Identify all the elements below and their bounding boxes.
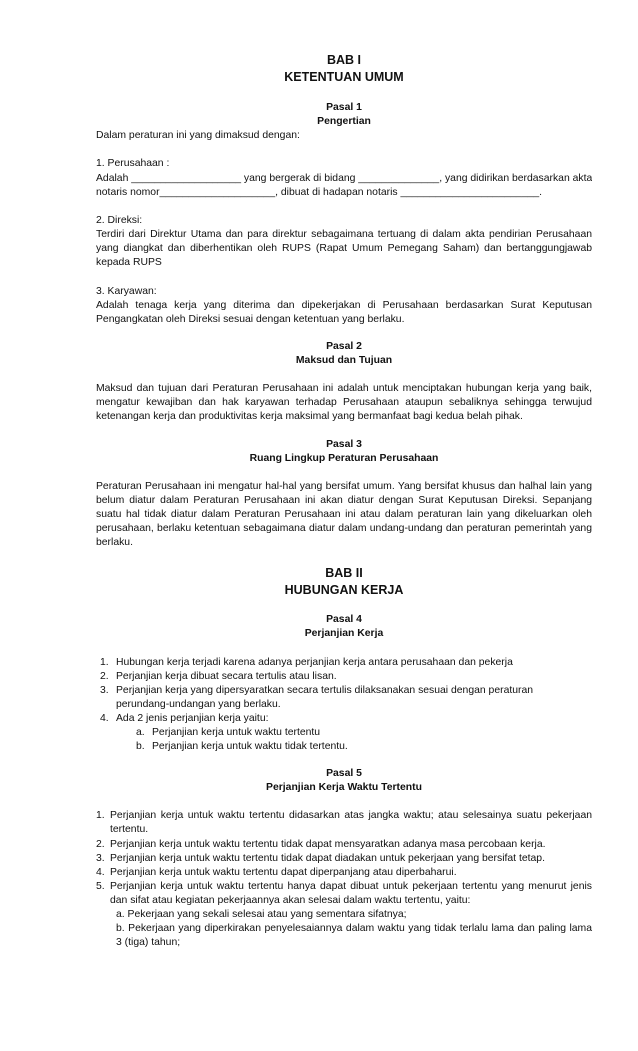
- article-subtitle: Perjanjian Kerja: [304, 628, 384, 639]
- paragraph: Dalam peraturan ini yang dimaksud dengan:: [96, 130, 300, 141]
- list-number: 4.: [100, 713, 109, 724]
- definition-heading: 2. Direksi:: [96, 215, 143, 226]
- list-text: Perjanjian kerja untuk waktu tertentu tidak dapat diadakan untuk pekerjaan yang bersifat tetap.: [110, 853, 545, 864]
- definition-text: Terdiri dari Direktur Utama dan para direktur sebagaimana tertuang di dalam akta pendirian Perusahaan yang diangkat dan diberhentikan oleh RUPS (Rapat Umum Pemegang Saham) dan bertanggungjawab kepada RUPS: [96, 229, 592, 268]
- article-subtitle: Ruang Lingkup Peraturan Perusahaan: [249, 453, 439, 464]
- article-title: Pasal 2: [326, 341, 362, 352]
- list-number: 1.: [96, 810, 105, 821]
- list-number: 3.: [100, 685, 109, 696]
- list-text: Perjanjian kerja untuk waktu tertentu hanya dapat dibuat untuk pekerjaan tertentu yang menurut jenis dan sifat atau kegiatan pekerjaannya akan selesai dalam waktu tertentu, yaitu:: [110, 881, 592, 906]
- article-subtitle: Perjanjian Kerja Waktu Tertentu: [266, 782, 422, 793]
- article-title: Pasal 5: [326, 768, 362, 779]
- definition-heading: 1. Perusahaan :: [96, 158, 170, 169]
- sub-list-text: Perjanjian kerja untuk waktu tidak tertentu.: [152, 741, 348, 752]
- definition-heading: 3. Karyawan:: [96, 286, 157, 297]
- sub-list-text: Perjanjian kerja untuk waktu tertentu: [152, 727, 321, 738]
- article-title: Pasal 1: [326, 102, 362, 113]
- list-text: Perjanjian kerja dibuat secara tertulis atau lisan.: [116, 671, 337, 682]
- paragraph: Peraturan Perusahaan ini mengatur hal-hal yang bersifat umum. Yang bersifat khusus dan halhal lain yang belum diatur dalam Peraturan Perusahaan ini akan diatur dengan Surat Keputusan Direksi. Sepanjang suatu hal tidak diatur dalam Peraturan Perusahaan ini atau dalam peraturan lain yang dikeluarkan oleh perusahaan, berlaku ketentuan sebagaimana diatur dalam undang-undang dan peraturan pemerintah yang berlaku.: [96, 481, 592, 548]
- definition-text: Adalah tenaga kerja yang diterima dan dipekerjakan di Perusahaan berdasarkan Surat Keputusan Pengangkatan oleh Direksi sesuai dengan ketentuan yang berlaku.: [96, 300, 592, 325]
- list-text: Perjanjian kerja yang dipersyaratkan secara tertulis dilaksanakan sesuai dengan peraturan perundang-undangan yang berlaku.: [116, 685, 534, 710]
- list-number: 4.: [96, 867, 105, 878]
- paragraph: Maksud dan tujuan dari Peraturan Perusahaan ini adalah untuk menciptakan hubungan kerja yang baik, mengatur kewajiban dan hak karyawan terhadap Perusahaan ataupun sebaliknya sehingga terwujud ketenangan kerja dan produktivitas kerja maksimal yang bermanfaat bagi kedua belah pihak.: [96, 383, 592, 422]
- list-text: Perjanjian kerja untuk waktu tertentu tidak dapat mensyaratkan adanya masa percobaan kerja.: [110, 839, 546, 850]
- sub-list-letter: b.: [136, 741, 145, 752]
- list-number: 2.: [96, 839, 105, 850]
- chapter-subtitle: KETENTUAN UMUM: [284, 70, 404, 84]
- definition-text: Adalah ___________________ yang bergerak di bidang ______________, yang didirikan berdasarkan akta: [96, 173, 592, 184]
- list-text: Hubungan kerja terjadi karena adanya perjanjian kerja antara perusahaan dan pekerja: [116, 657, 513, 668]
- sub-list-letter: a.: [136, 727, 145, 738]
- list-text: Perjanjian kerja untuk waktu tertentu dapat diperpanjang atau diperbaharui.: [110, 867, 457, 878]
- article-subtitle: Pengertian: [317, 116, 371, 127]
- chapter-title: BAB II: [325, 566, 363, 580]
- article-subtitle: Maksud dan Tujuan: [295, 355, 393, 366]
- sub-list-item: a. Pekerjaan yang sekali selesai atau yang sementara sifatnya;: [116, 909, 407, 920]
- definition-text: notaris nomor____________________, dibuat di hadapan notaris ________________________.: [96, 187, 543, 198]
- list-number: 3.: [96, 853, 105, 864]
- list-number: 2.: [100, 671, 109, 682]
- sub-list-item: b. Pekerjaan yang diperkirakan penyelesaiannya dalam waktu yang tidak terlalu lama dan paling lama 3 (tiga) tahun;: [116, 923, 592, 948]
- chapter-title: BAB I: [326, 53, 362, 67]
- list-text: Perjanjian kerja untuk waktu tertentu didasarkan atas jangka waktu; atau selesainya suatu pekerjaan tertentu.: [110, 810, 592, 835]
- chapter-subtitle: HUBUNGAN KERJA: [284, 583, 404, 597]
- article-title: Pasal 3: [326, 439, 362, 450]
- list-text: Ada 2 jenis perjanjian kerja yaitu:: [116, 713, 269, 724]
- list-number: 5.: [96, 881, 105, 892]
- article-title: Pasal 4: [326, 614, 362, 625]
- list-number: 1.: [100, 657, 109, 668]
